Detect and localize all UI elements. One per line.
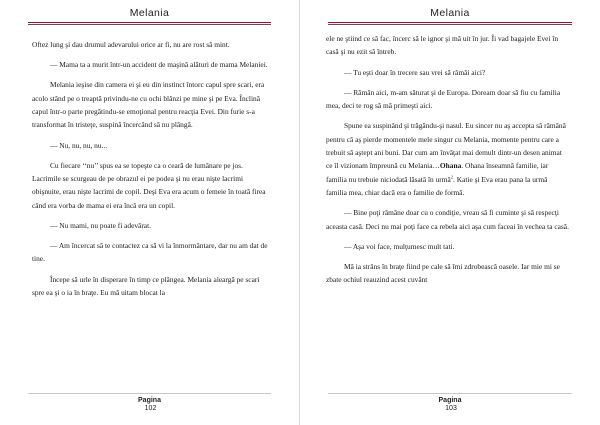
ohana-bold-word: Ohana — [439, 161, 462, 171]
right-page-footer — [328, 387, 572, 415]
right-paragraph-7: Mă ia strâns în braţe fiind pe cale să îmi zdrobească oasele. Iar mie mi se zbate ochiul reauzind acest cuvânt — [326, 261, 560, 285]
right-paragraph-2: — Tu eşti doar în trecere sau vrei să rămâi aici? — [344, 67, 486, 77]
right-page-body — [326, 32, 570, 382]
left-page-number: 102 — [144, 405, 157, 412]
right-paragraph-5: — Bine poţi rămâne doar cu o condiţie, vreau să fi cuminte şi să respecţi aceasta casă. Deci nu mai poţi face ca rebela aici aşa cum faceai în vechea ta casă. — [326, 208, 569, 231]
right-paragraph-1: ele ne ştiind ce să fac, încerc să le ignor şi mă uit în jur. Îi vad bagajele Evei în casă şi nu ezit să întreb. — [326, 34, 559, 57]
right-paragraph-4 — [326, 119, 570, 199]
left-paragraph-1: Oftez lung şi dau drumul adevarului orice ar fi, nu are rost să mint. — [32, 40, 230, 49]
right-paragraph-4-text-b: . Ohana înseamnă familie, iar familia nu trebuie niciodată lăsată în urmă — [326, 161, 549, 184]
right-footer-label: Pagina — [438, 397, 462, 404]
left-paragraph-4: — Nu, nu, nu, nu... — [50, 140, 108, 150]
left-paragraph-3: Melania ieşise din camera ei şi eu din instinct întorc capul spre scari, era acolo stând pe o treaptă privindu-ne cu ochi blânzi pe mine şi pe Eva. Înclină capul într-o parte pregătindu-se emoţional pentru reacţia Evei. Din furie s-a transformat în tristeţe, suspină încercând să nu plângă. — [32, 80, 265, 130]
right-header-title: Melania — [430, 7, 470, 19]
left-page-header — [28, 6, 271, 28]
left-footer-rule — [28, 393, 271, 394]
right-header-rule — [328, 22, 572, 25]
left-footer-label: Pagina — [138, 397, 161, 404]
left-page-footer — [28, 387, 271, 415]
left-paragraph-6: — Nu mami, nu poate fi adevărat. — [50, 220, 151, 230]
left-header-rule — [28, 22, 271, 25]
left-paragraph-8: Începe să urle în disperare în timp ce plângea. Melania aleargă pe scari spre ea şi o ia în braţe. Eu mă uitam blocat la — [32, 274, 260, 297]
right-page-header — [328, 6, 572, 28]
right-paragraph-4-text-a: Spune ea suspinând şi trăgându-şi nasul. Eu sincer nu aş accepta să rămână pentru că aş pierde momentele mele singur cu Melania, momente pentru care a trebuit să aştept ani buni. Dar cum am învăţat mai demult dintr-un desen animat ce îl vizionam împreună cu Melania… — [326, 121, 566, 171]
left-page-body — [32, 38, 273, 388]
left-paragraph-2: — Mama ta a murit într-un accident de maşină alături de mama Melaniei. — [50, 60, 268, 70]
right-paragraph-3: — Rămân aici, m-am săturat şi de Europa. Doream doar să fiu cu familia mea, deci te rog să mă primeşti aici. — [326, 87, 561, 110]
right-page — [300, 0, 600, 425]
left-header-title: Melania — [129, 7, 170, 19]
right-footer-rule — [328, 393, 572, 394]
footnote-ref: 2 — [450, 174, 454, 180]
left-paragraph-5: Cu fiecare ‘‘nu’’ spus ea se topeşte ca o ceară de lumânare pe jos. Lacrimile se scurgeau de pe obrazul ei pe podea şi nu erau nişte lacrimi obişnuite, erau nişte lacrimi de copil. Deşi Eva era acum o femeie în toată firea când era vorba de mama ei era încă era un copil. — [32, 160, 266, 210]
right-paragraph-4-text-c: . Katie şi Eva erau pana la urmă familia mea, chiar dacă era o familie de formă. — [326, 174, 548, 198]
left-paragraph-7: — Am încercat să te contactez ca să vi la înmormântare, dar nu am dat de tine. — [32, 241, 268, 264]
right-page-number: 103 — [445, 405, 457, 412]
right-paragraph-6: — Aşa voi face, mulţumesc mult tati. — [344, 241, 455, 251]
